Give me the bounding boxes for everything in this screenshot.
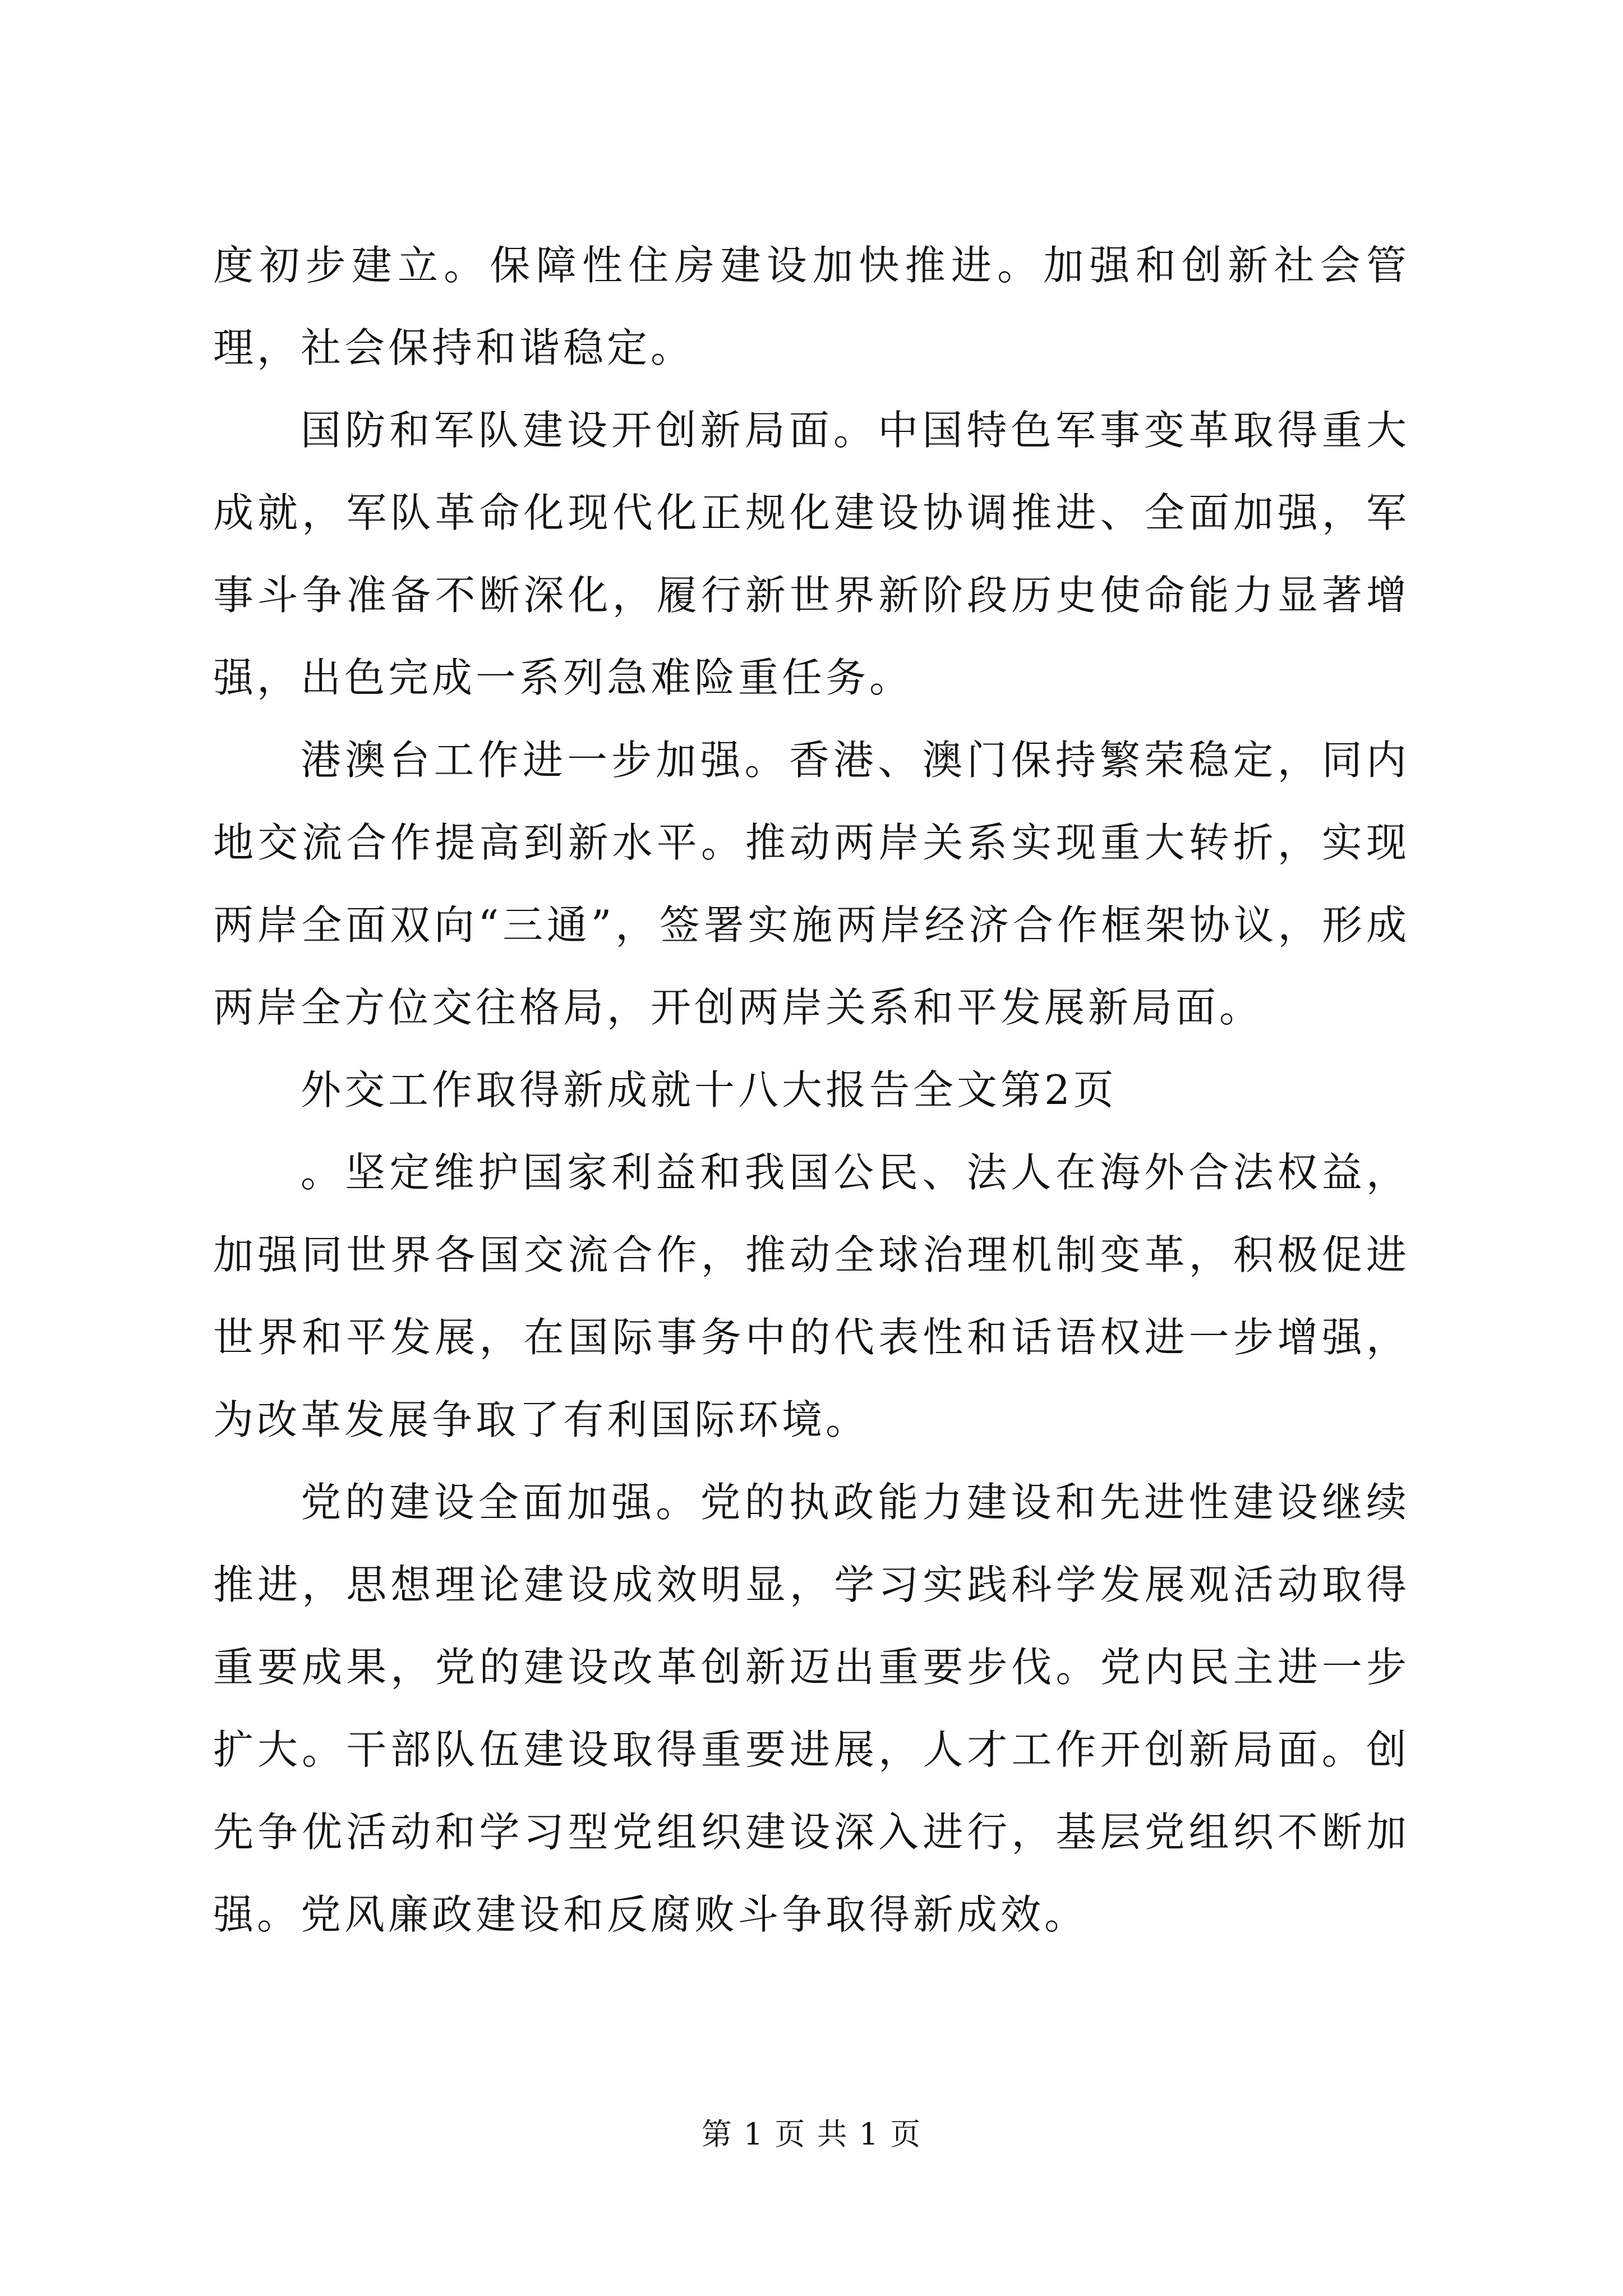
- paragraph-hk-macao-taiwan: 港澳台工作进一步加强。香港、澳门保持繁荣稳定，同内地交流合作提高到新水平。推动两岸关系实现重大转折，实现两岸全面双向“三通”，签署实施两岸经济合作框架协议，形成两岸全方位交往格局，开创两岸关系和平发展新局面。: [213, 737, 1410, 1031]
- document-body: [213, 224, 1410, 1956]
- paragraph-party-building: 党的建设全面加强。党的执政能力建设和先进性建设继续推进，思想理论建设成效明显，学习实践科学发展观活动取得重要成果，党的建设改革创新迈出重要步伐。党内民主进一步扩大。干部队伍建设取得重要进展，人才工作开创新局面。创先争优活动和学习型党组织建设深入进行，基层党组织不断加强。党风廉政建设和反腐败斗争取得新成效。: [213, 1479, 1410, 1938]
- paragraph-diplomacy-heading: 外交工作取得新成就十八大报告全文第2页: [301, 1066, 1117, 1114]
- paragraph-national-defense: 国防和军队建设开创新局面。中国特色军事变革取得重大成就，军队革命化现代化正规化建设协调推进、全面加强，军事斗争准备不断深化，履行新世界新阶段历史使命能力显著增强，出色完成一系列急难险重任务。: [213, 407, 1410, 701]
- paragraph-social-management: 度初步建立。保障性住房建设加快推进。加强和创新社会管理，社会保持和谐稳定。: [213, 242, 1410, 371]
- paragraph-diplomacy: 。坚定维护国家利益和我国公民、法人在海外合法权益，加强同世界各国交流合作，推动全球治理机制变革，积极促进世界和平发展，在国际事务中的代表性和话语权进一步增强，为改革发展争取了有利国际环境。: [213, 1149, 1410, 1443]
- page-footer: 第 1 页 共 1 页: [701, 2116, 922, 2152]
